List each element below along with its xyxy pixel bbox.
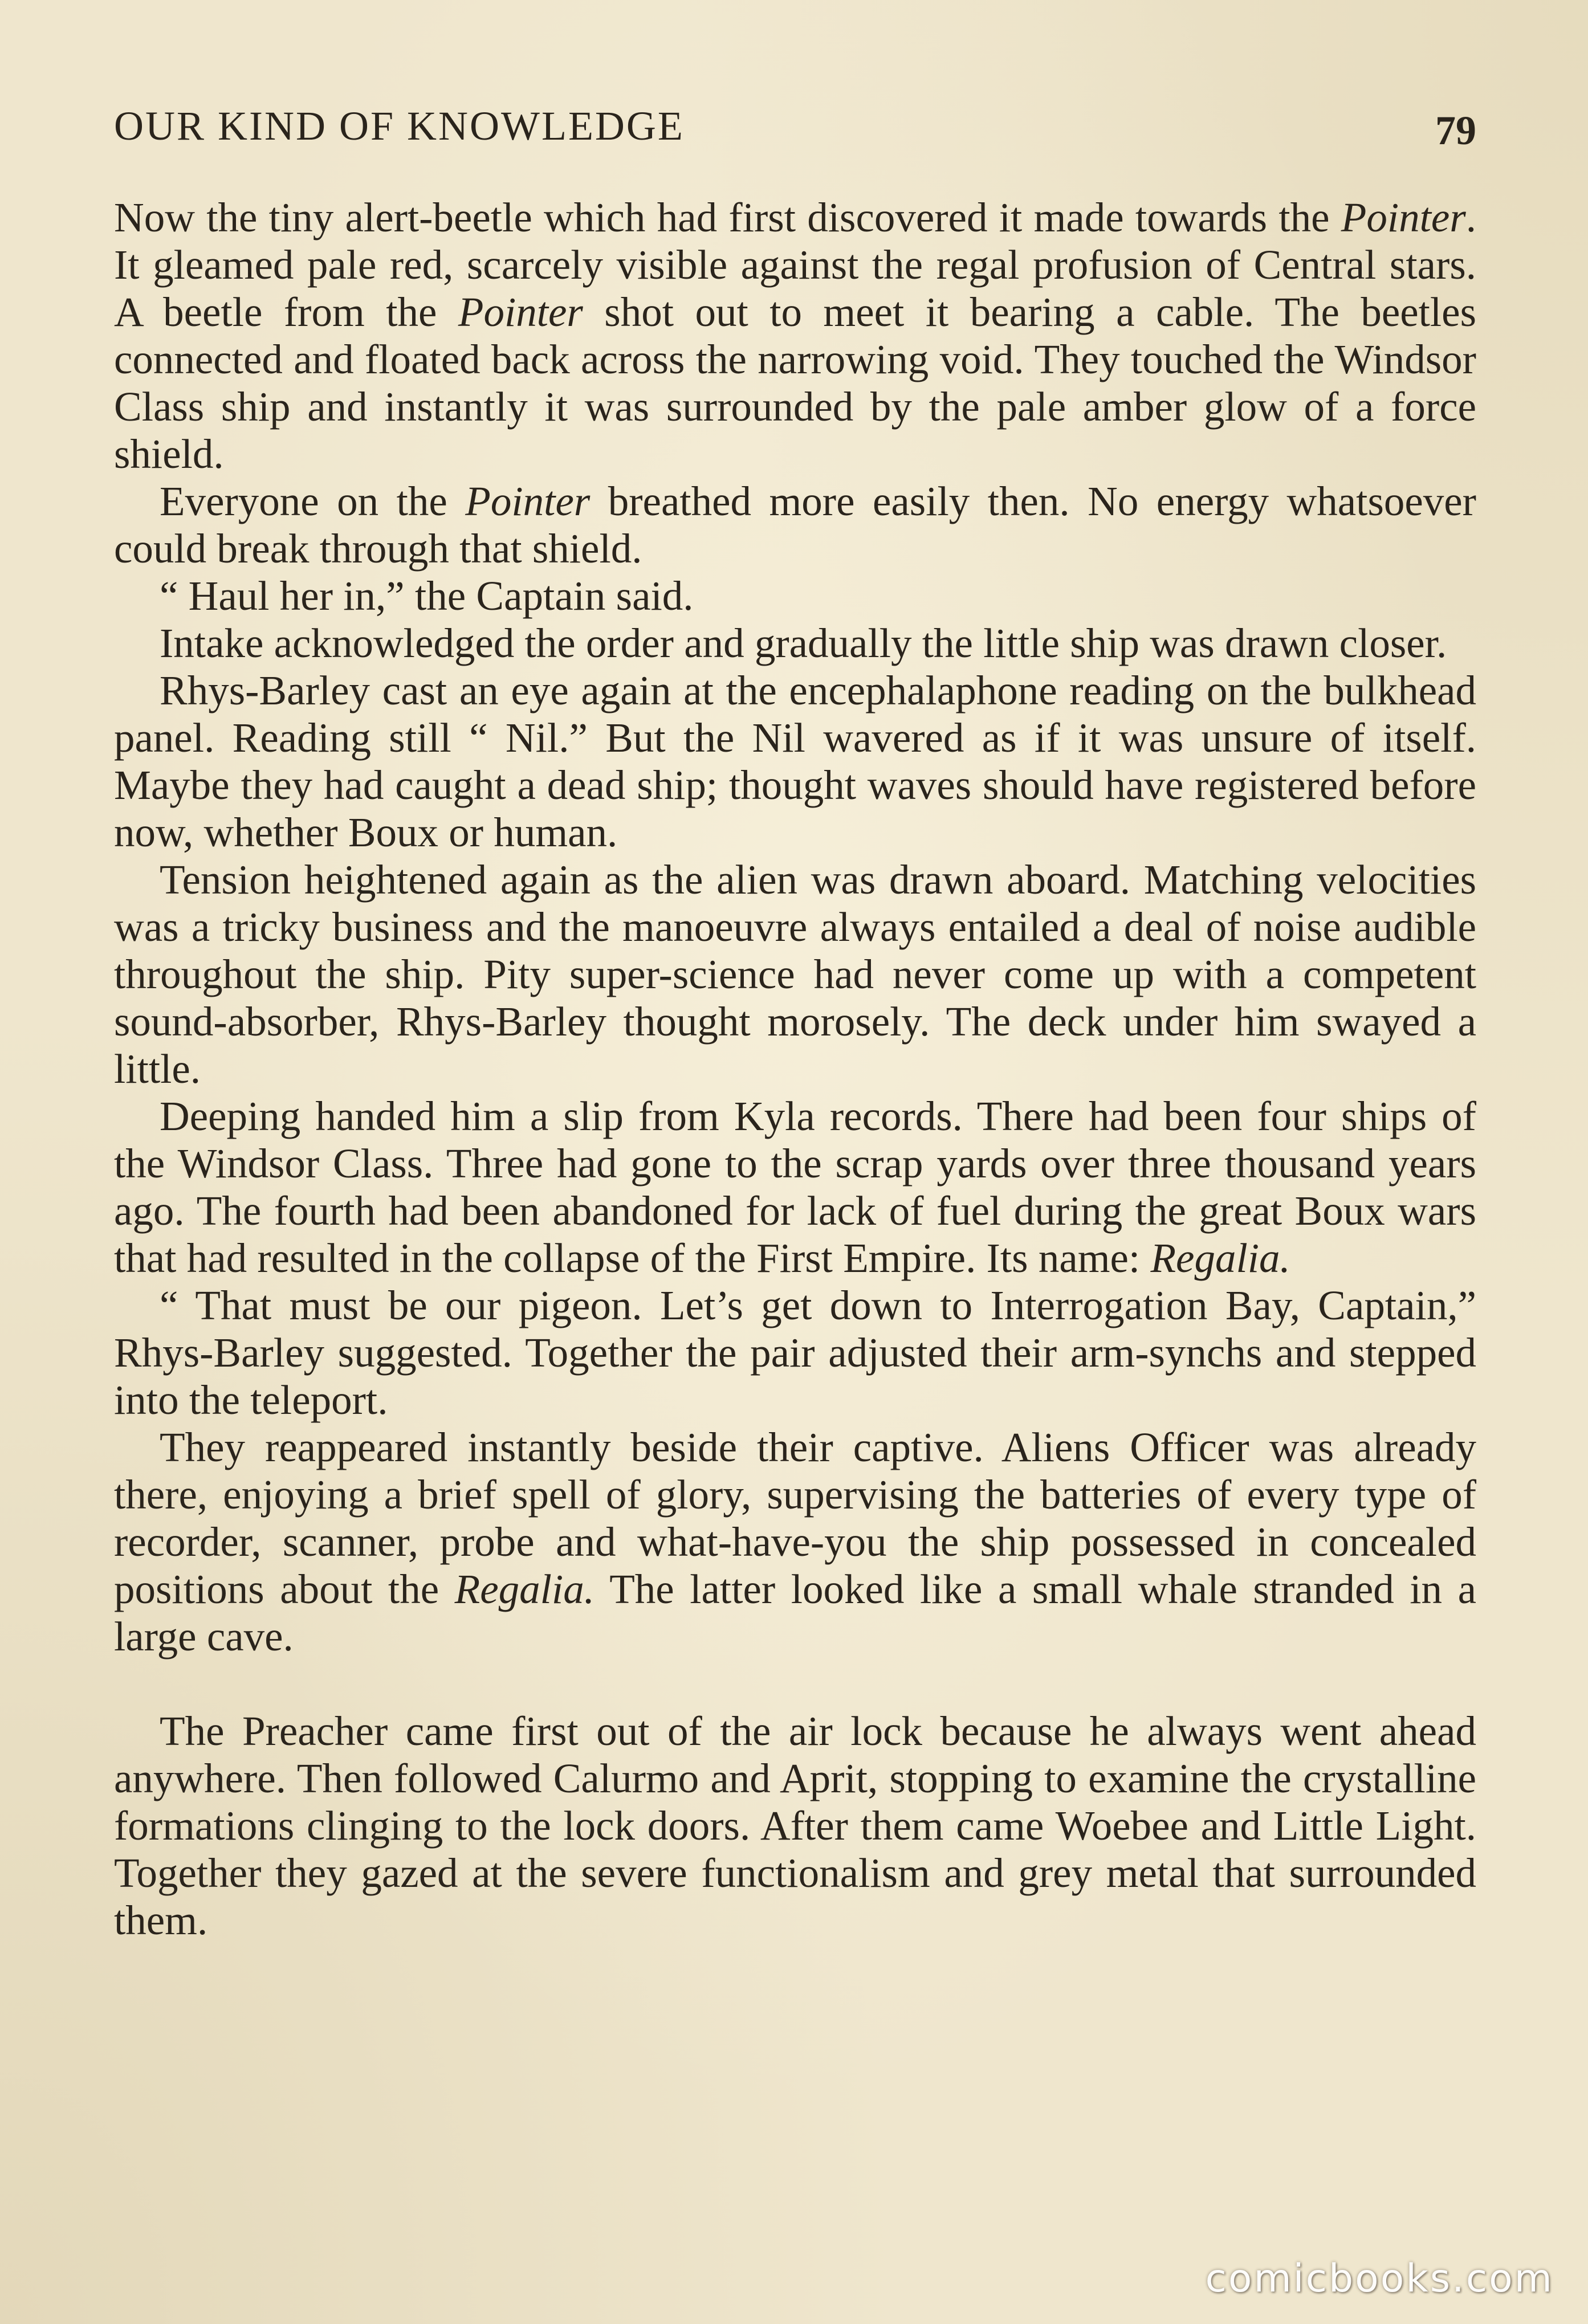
text-run: Intake acknowledged the order and gradually the little ship was drawn closer. xyxy=(160,620,1447,666)
running-title: OUR KIND OF KNOWLEDGE xyxy=(114,103,685,149)
paragraph xyxy=(114,1092,1476,1282)
watermark-logo: comicbooks.com xyxy=(1205,2256,1554,2301)
text-run: Rhys-Barley cast an eye again at the encephalaphone reading on the bulkhead panel. Reading still “ Nil.” But the Nil wavered as if it was unsure of itself. Maybe they had caught a dead ship; thought waves should have registered before now, whether Boux or human. xyxy=(114,667,1476,855)
text-run: shot out to meet it bearing a cable. The beetles connected and floated back across the narrowing void. They touched the Windsor Class ship and instantly it was surrounded by the pale amber glow of a force shield. xyxy=(114,289,1476,477)
running-head xyxy=(114,103,1476,160)
text-run: The Preacher came first out of the air lock because he always went ahead anywhere. Then followed Calurmo and Aprit, stopping to examine the crystalline formations clinging to the lock doors. After them came Woebee and Little Light. Together they gazed at the severe functionalism and grey metal that surrounded them. xyxy=(114,1708,1476,1943)
text-run: Tension heightened again as the alien was drawn aboard. Matching velocities was a tricky business and the manoeuvre always entailed a deal of noise audible throughout the ship. Pity super-science had never come up with a competent sound-absorber, Rhys-Barley thought morosely. The deck under him swayed a little. xyxy=(114,857,1476,1092)
italic-text: Pointer xyxy=(1341,194,1466,240)
paragraph xyxy=(114,478,1476,572)
text-run: Now the tiny alert-beetle which had first discovered it made towards the xyxy=(114,194,1341,240)
text-run: . It gleamed pale red, scarcely visible against the regal profusion of Central stars. A beetle from the xyxy=(114,194,1476,335)
paragraph xyxy=(114,856,1476,1092)
text-run: “ That must be our pigeon. Let’s get down to Interrogation Bay, Captain,” Rhys-Barley suggested. Together the pair adjusted their arm-synchs and stepped into the teleport. xyxy=(114,1282,1476,1423)
paragraph xyxy=(114,1424,1476,1660)
paragraph xyxy=(114,1282,1476,1424)
paragraph xyxy=(114,1707,1476,1944)
italic-text: Regalia. xyxy=(1150,1235,1290,1281)
paragraph xyxy=(114,194,1476,478)
paragraph xyxy=(114,619,1476,667)
text-run: Everyone on the xyxy=(160,478,466,524)
text-run: “ Haul her in,” the Captain said. xyxy=(160,573,694,619)
paragraph xyxy=(114,572,1476,619)
text-run: breathed more easily then. No energy whatsoever could break through that shield. xyxy=(114,478,1476,572)
paragraph xyxy=(114,667,1476,856)
body-text xyxy=(114,194,1476,1944)
text-run: The latter looked like a small whale stranded in a large cave. xyxy=(114,1566,1476,1660)
italic-text: Pointer xyxy=(465,478,591,524)
text-run: Deeping handed him a slip from Kyla records. There had been four ships of the Windsor Class. Three had gone to the scrap yards over three thousand years ago. The fourth had been abandoned for lack of fuel during the great Boux wars that had resulted in the collapse of the First Empire. Its name: xyxy=(114,1093,1476,1281)
page-number: 79 xyxy=(1435,108,1476,153)
italic-text: Pointer xyxy=(458,289,583,335)
italic-text: Regalia. xyxy=(454,1566,595,1612)
text-run: They reappeared instantly beside their captive. Aliens Officer was already there, enjoying a brief spell of glory, supervising the batteries of every type of recorder, scanner, probe and what-have-you the ship possessed in concealed positions about the xyxy=(114,1424,1476,1612)
